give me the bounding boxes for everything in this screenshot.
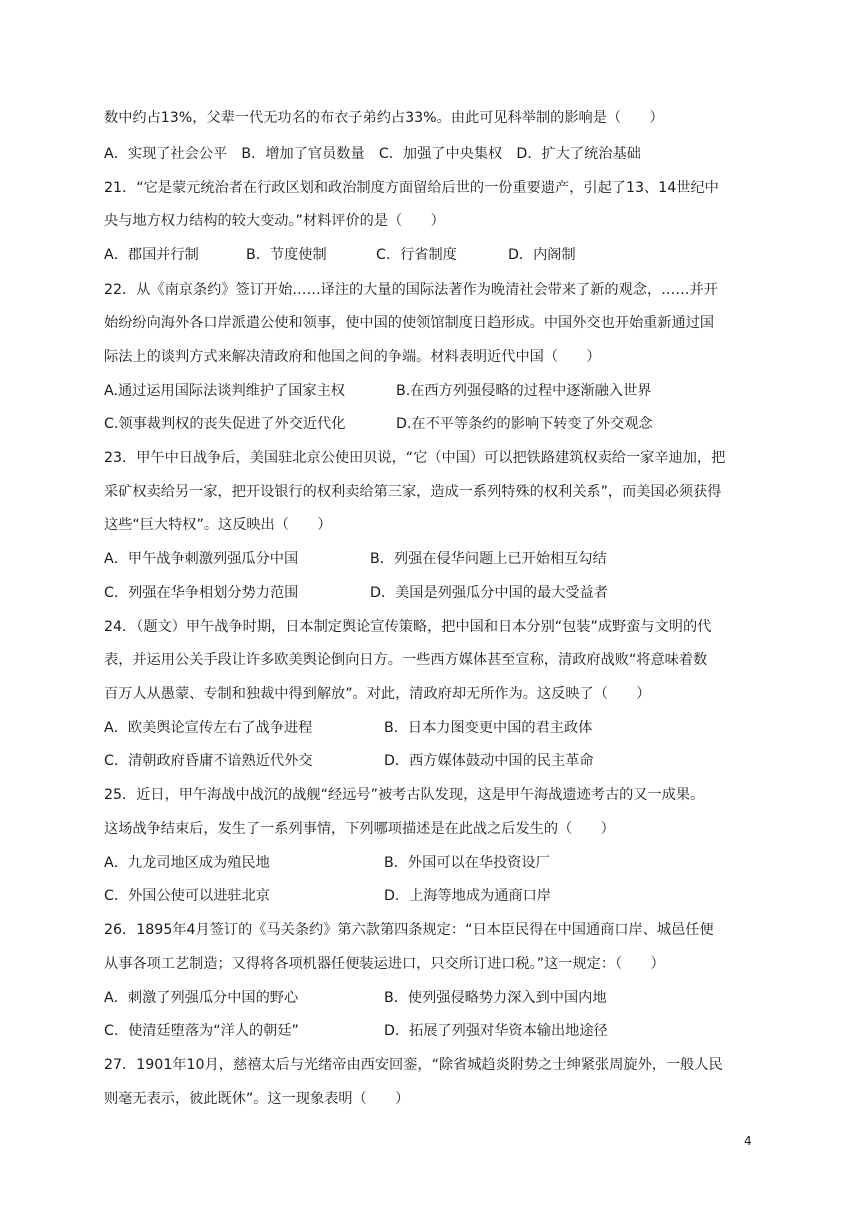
q21-option-d: D．内阁制	[508, 247, 576, 263]
q23-stem: 23．甲午中日战争后，美国驻北京公使田贝说，“它（中国）可以把铁路建筑权卖给一家辛迪加，把	[104, 450, 726, 466]
q24-stem: 表，并运用公关手段让许多欧美舆论倒向日方。一些西方媒体甚至宣称，清政府战败“将意味着数	[104, 652, 708, 668]
q21-stem: 21．“它是蒙元统治者在行政区划和政治制度方面留给后世的一份重要遗产，引起了13、14世纪中	[104, 180, 719, 196]
q24-option-c: C．清朝政府昏庸不谙熟近代外交	[104, 753, 313, 769]
q24-stem: 24．（题文）甲午战争时期，日本制定舆论宣传策略，把中国和日本分别“包装”成野蛮与文明的代	[104, 619, 712, 635]
q25-option-c: C．外国公使可以进驻北京	[104, 888, 270, 904]
q26-option-d: D．拓展了列强对华资本输出地途径	[384, 1023, 608, 1039]
q21-stem: 央与地方权力结构的较大变动。”材料评价的是（ ）	[104, 213, 445, 229]
q22-stem: 际法上的谈判方式来解决清政府和他国之间的争端。材料表明近代中国（ ）	[104, 349, 601, 365]
q23-option-b: B．列强在侵华问题上已开始相互勾结	[370, 551, 607, 567]
q25-option-d: D．上海等地成为通商口岸	[384, 888, 551, 904]
q21-option-b: B．节度使制	[246, 247, 327, 263]
q26-stem: 26．1895年4月签订的《马关条约》第六款第四条规定：“日本臣民得在中国通商口岸、城邑任便	[104, 922, 714, 938]
q25-stem: 25．近日，甲午海战中战沉的战舰“经远号”被考古队发现，这是甲午海战遗迹考古的又一成果。	[104, 787, 705, 803]
q22-option-c: C.领事裁判权的丧失促进了外交近代化	[104, 416, 346, 432]
q20-options: A．实现了社会公平 B．增加了官员数量 C．加强了中央集权 D．扩大了统治基础	[104, 146, 641, 162]
page-number: 4	[744, 1134, 752, 1148]
q24-option-b: B．日本力图变更中国的君主政体	[384, 720, 593, 736]
q22-stem: 始纷纷向海外各口岸派遣公使和领事，使中国的使领馆制度日趋形成。中国外交也开始重新通过国	[104, 315, 715, 331]
q22-option-a: A.通过运用国际法谈判维护了国家主权	[104, 383, 345, 399]
q20-stem-tail: 数中约占13%，父辈一代无功名的布衣子弟约占33%。由此可见科举制的影响是（ ）	[104, 110, 664, 126]
q26-option-b: B．使列强侵略势力深入到中国内地	[384, 990, 607, 1006]
q26-option-c: C．使清廷堕落为“洋人的朝廷”	[104, 1023, 299, 1039]
q22-option-d: D.在不平等条约的影响下转变了外交观念	[396, 416, 653, 432]
q26-stem: 从事各项工艺制造；又得将各项机器任便装运进口，只交所订进口税。”这一规定：（ ）	[104, 956, 665, 972]
q24-stem: 百万人从愚蒙、专制和独裁中得到解放”。对此，清政府却无所作为。这反映了（ ）	[104, 686, 651, 702]
q26-option-a: A．刺激了列强瓜分中国的野心	[104, 990, 299, 1006]
q23-stem: 采矿权卖给另一家，把开设银行的权利卖给第三家，造成一系列特殊的权利关系”，而美国必须获得	[104, 484, 722, 500]
q27-stem: 27．1901年10月，慈禧太后与光绪帝由西安回銮，“除省城趋炎附势之士绅紧张周旋外，一般人民	[104, 1057, 723, 1073]
q25-stem: 这场战争结束后，发生了一系列事情，下列哪项描述是在此战之后发生的（ ）	[104, 821, 615, 837]
q21-option-c: C．行省制度	[376, 247, 457, 263]
q23-option-d: D．美国是列强瓜分中国的最大受益者	[370, 585, 608, 601]
q21-option-a: A．郡国并行制	[104, 247, 199, 263]
q23-option-a: A．甲午战争刺激列强瓜分中国	[104, 551, 299, 567]
q25-option-a: A．九龙司地区成为殖民地	[104, 855, 270, 871]
q22-option-b: B.在西方列强侵略的过程中逐渐融入世界	[396, 383, 652, 399]
q22-stem: 22．从《南京条约》签订开始……译注的大量的国际法著作为晚清社会带来了新的观念，……并开	[104, 282, 718, 298]
q23-option-c: C．列强在华争相划分势力范围	[104, 585, 299, 601]
q23-stem: 这些“巨大特权”。这反映出（ ）	[104, 517, 332, 533]
q24-option-d: D．西方媒体鼓动中国的民主革命	[384, 753, 594, 769]
q27-stem: 则毫无表示，彼此既休”。这一现象表明（ ）	[104, 1091, 410, 1107]
q25-option-b: B．外国可以在华投资设厂	[384, 855, 550, 871]
q24-option-a: A．欧美舆论宣传左右了战争进程	[104, 720, 313, 736]
